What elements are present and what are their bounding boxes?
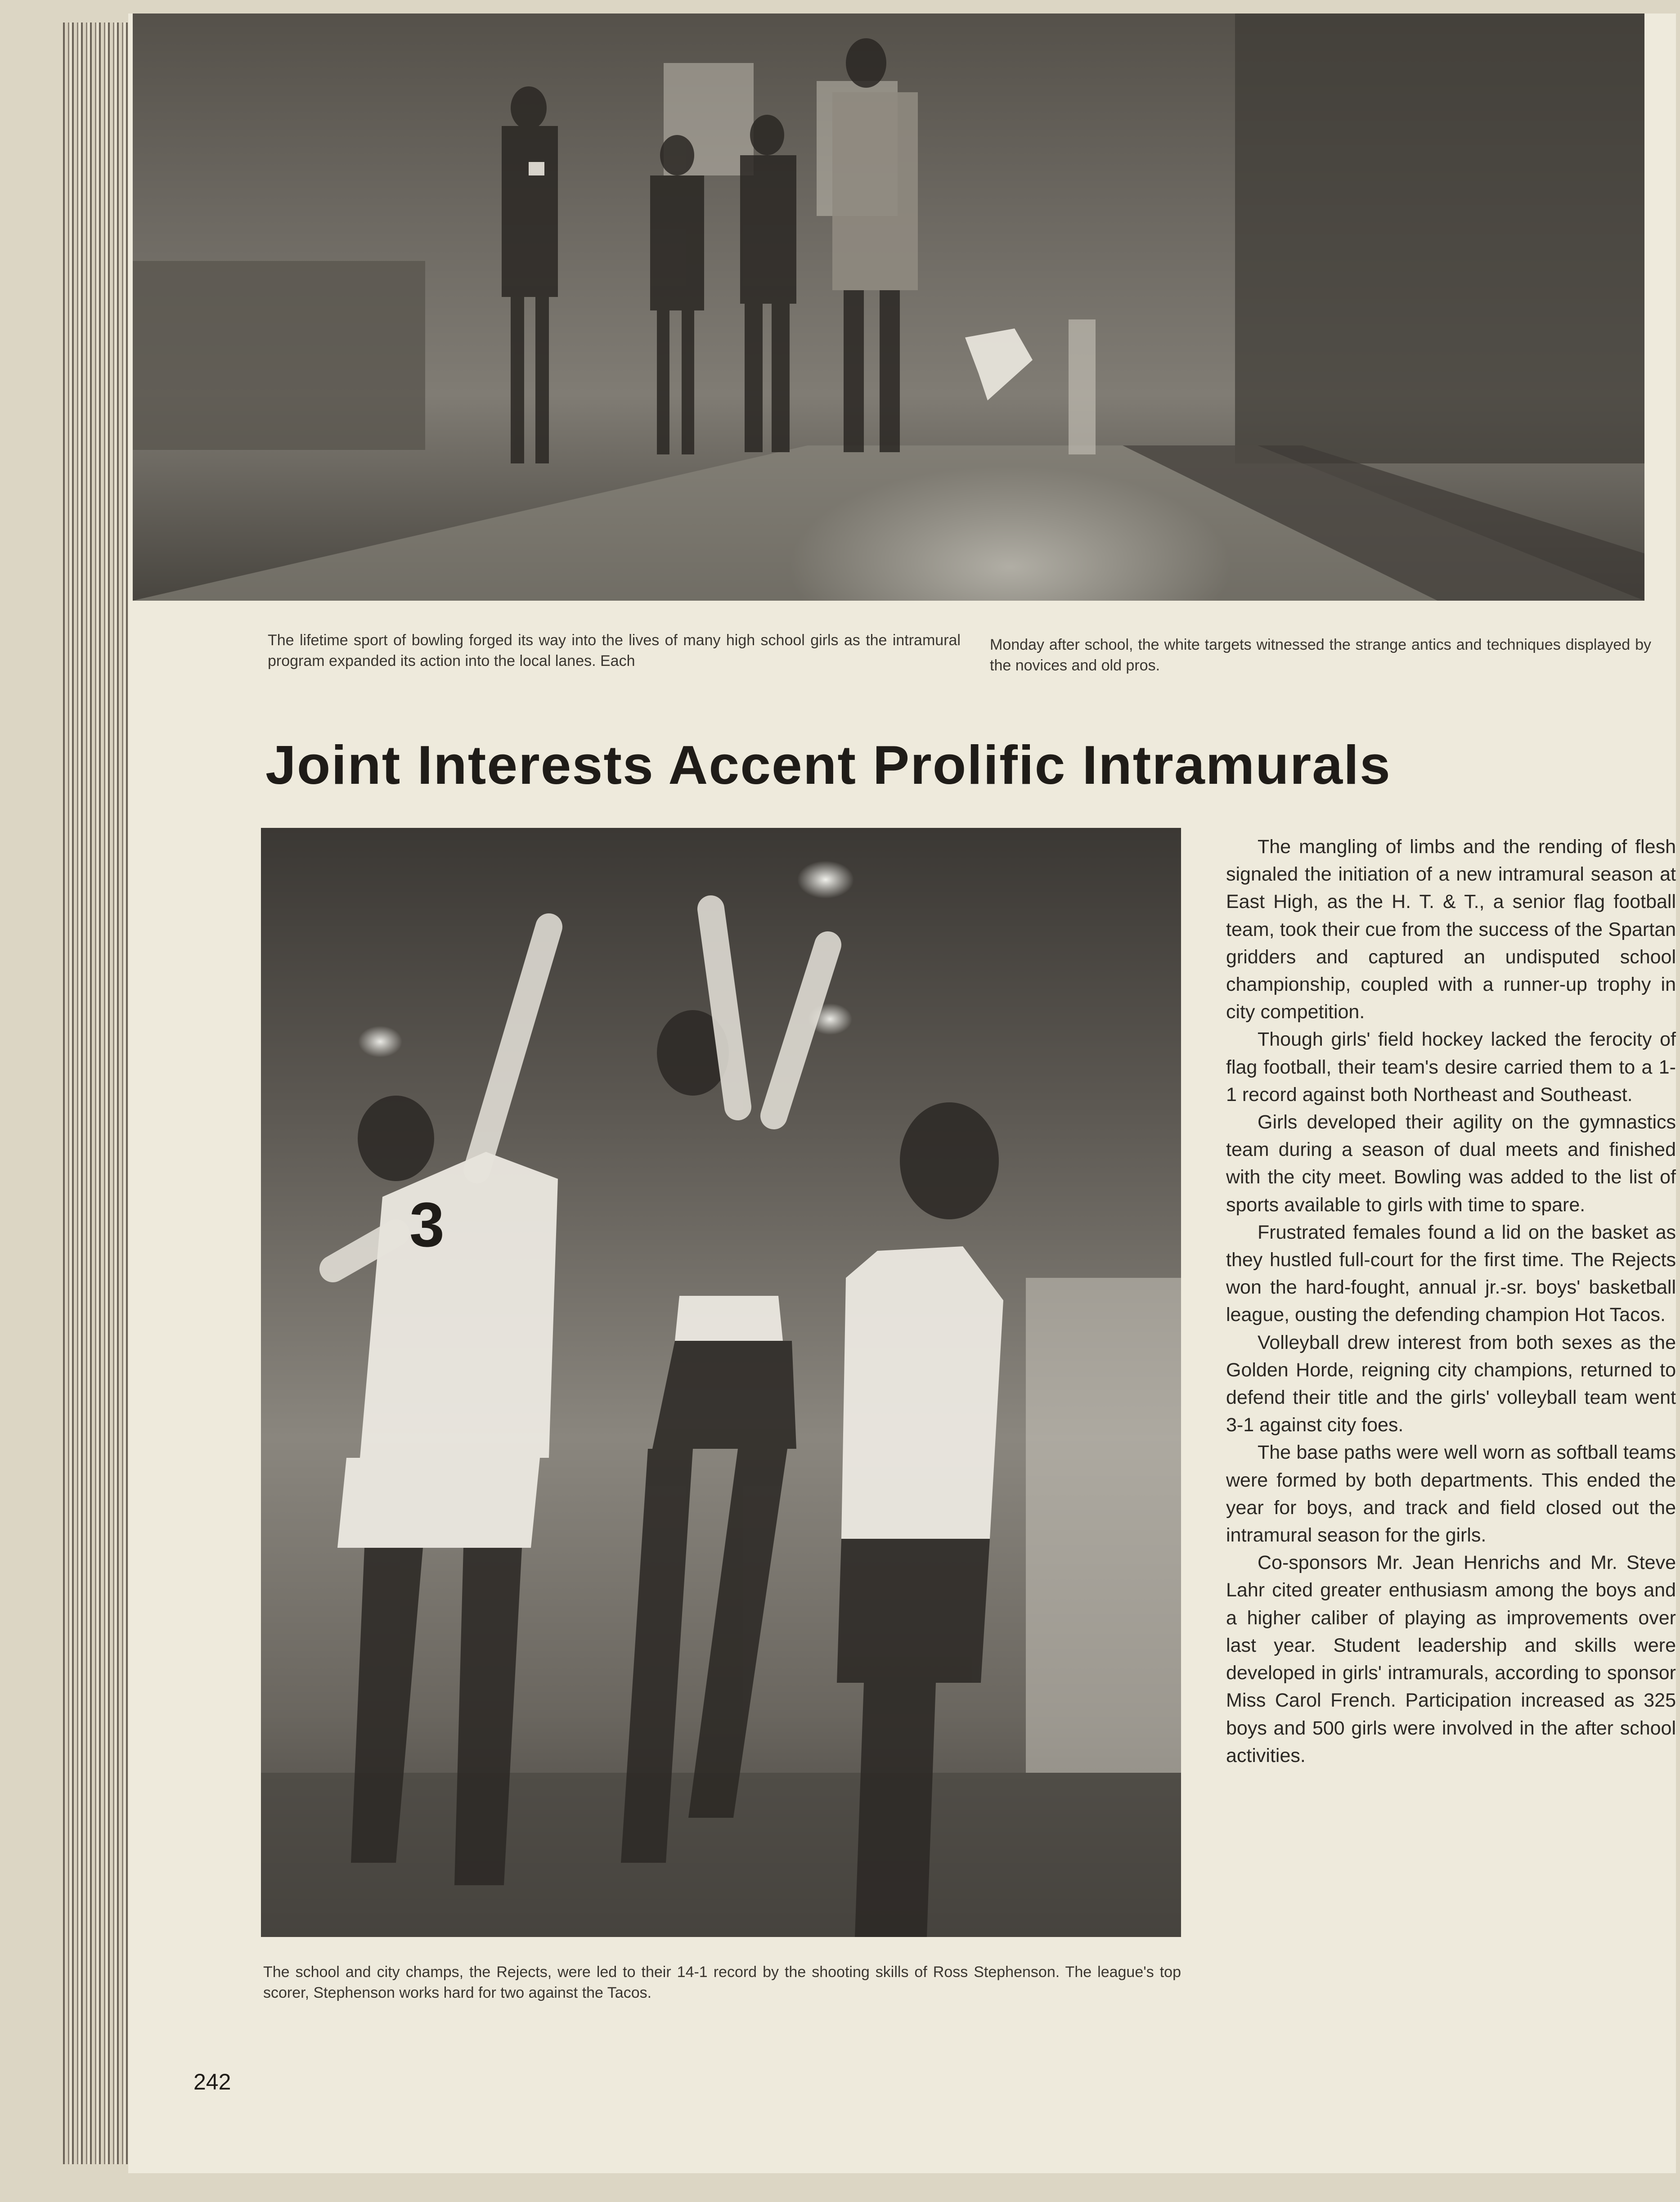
article-body <box>1226 833 1676 1770</box>
bowling-caption-left: The lifetime sport of bowling forged its way into the lives of many high school girls as the intramural program expanded its action into the local lanes. Each <box>268 632 961 670</box>
article-paragraph: The mangling of limbs and the rending of flesh signaled the initiation of a new intramural season at East High, as the H. T. & T., a senior flag football team, took their cue from the success of the Spartan gridders and captured an undisputed school championship, coupled with a runner-up trophy in city competition. <box>1226 836 1676 1023</box>
page-number: 242 <box>193 2069 231 2094</box>
jersey-number: 3 <box>409 1189 445 1260</box>
article-paragraph: Frustrated females found a lid on the basket as they hustled full-court for the first time. The Rejects won the hard-fought, annual jr.-sr. boys' basketball league, ousting the defending champion Hot Tacos. <box>1226 1221 1676 1326</box>
basketball-photo <box>261 828 1181 1937</box>
article-paragraph: Though girls' field hockey lacked the ferocity of flag football, their team's desire carried them to a 1-1 record against both Northeast and Southeast. <box>1226 1029 1676 1105</box>
book-page-edges <box>63 22 130 2164</box>
article-paragraph: Girls developed their agility on the gymnastics team during a season of dual meets and finished with the city meet. Bowling was added to the list of sports available to girls with time to spare. <box>1226 1111 1676 1216</box>
article-paragraph: Co-sponsors Mr. Jean Henrichs and Mr. Steve Lahr cited greater enthusiasm among the boys and a higher caliber of playing as improvements over last year. Student leadership and skills were developed in girls' intramurals, according to sponsor Miss Carol French. Participation increased as 325 boys and 500 girls were involved in the after school activities. <box>1226 1552 1676 1766</box>
bowling-photo-scene <box>133 13 1644 601</box>
basketball-caption: The school and city champs, the Rejects, were led to their 14-1 record by the shooting skills of Ross Stephenson. The league's top scorer, Stephenson works hard for two against the Tacos. <box>263 1964 1181 2001</box>
article-paragraph: Volleyball drew interest from both sexes as the Golden Horde, reigning city champions, returned to defend their title and the girls' volleyball team went 3-1 against city foes. <box>1226 1331 1676 1436</box>
article-paragraph: The base paths were well worn as softball teams were formed by both departments. This ended the year for boys, and track and field closed out the intramural season for the girls. <box>1226 1442 1676 1546</box>
page-headline: Joint Interests Accent Prolific Intramurals <box>265 734 1391 795</box>
basketball-photo-scene <box>261 828 1181 1937</box>
bowling-photo <box>133 13 1644 601</box>
bowling-caption-right: Monday after school, the white targets witnessed the strange antics and techniques displayed by the novices and old pros. <box>990 636 1651 674</box>
